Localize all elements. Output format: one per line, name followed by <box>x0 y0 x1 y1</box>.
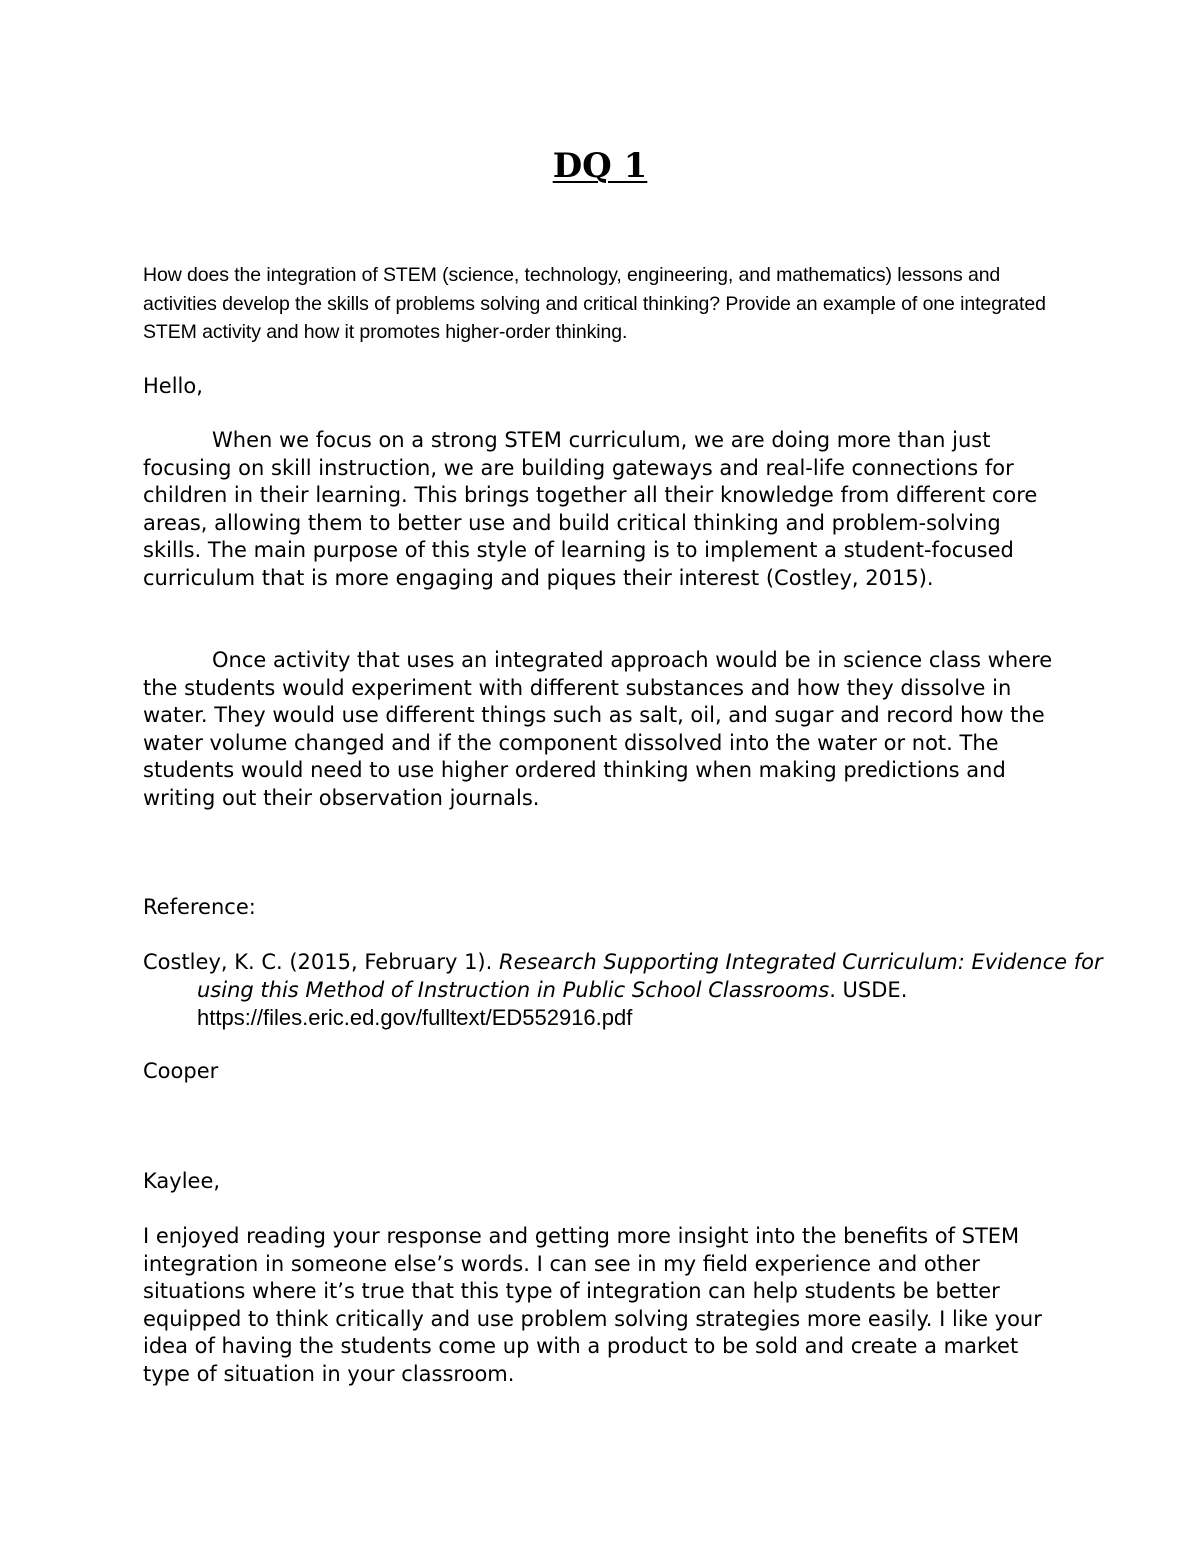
response-signature: Cooper <box>143 1059 219 1083</box>
reference-citation <box>143 949 1117 1033</box>
response-greeting: Hello, <box>143 374 203 398</box>
reference-url: https://files.eric.ed.gov/fulltext/ED552916.pdf <box>197 1005 633 1030</box>
document-title: DQ 1 <box>552 146 648 186</box>
discussion-prompt: How does the integration of STEM (science, technology, engineering, and mathematics) lessons and activities develop the skills of problems solving and critical thinking? Provide an example of one integrated STEM activity and how it promotes higher-order thinking. <box>143 264 1046 343</box>
reference-authors-date: Costley, K. C. (2015, February 1). <box>143 950 499 974</box>
reply-greeting: Kaylee, <box>143 1169 221 1193</box>
reference-heading: Reference: <box>143 895 256 919</box>
reference-work-title: Research Supporting Integrated Curriculum: Evidence for using this Method of Instruction in Public School Classrooms <box>197 950 1103 1002</box>
reply-paragraph: I enjoyed reading your response and getting more insight into the benefits of STEM integration in someone else’s words. I can see in my field experience and other situations where it’s true that this type of integration can help students be better equipped to think critically and use problem solving strategies more easily. I like your idea of having the students come up with a product to be sold and create a market type of situation in your classroom. <box>143 1224 1042 1386</box>
reference-publisher: . USDE. <box>829 977 908 1002</box>
response-paragraph-2: Once activity that uses an integrated approach would be in science class where the students would experiment with different substances and how they dissolve in water. They would use different things such as salt, oil, and sugar and record how the water volume changed and if the component dissolved into the water or not. The students would need to use higher ordered thinking when making predictions and writing out their observation journals. <box>143 648 1053 810</box>
response-paragraph-1: When we focus on a strong STEM curriculum, we are doing more than just focusing on skill instruction, we are building gateways and real-life connections for children in their learning. This brings together all their knowledge from different core areas, allowing them to better use and build critical thinking and problem-solving skills. The main purpose of this style of learning is to implement a student-focused curriculum that is more engaging and piques their interest (Costley, 2015). <box>143 428 1038 590</box>
